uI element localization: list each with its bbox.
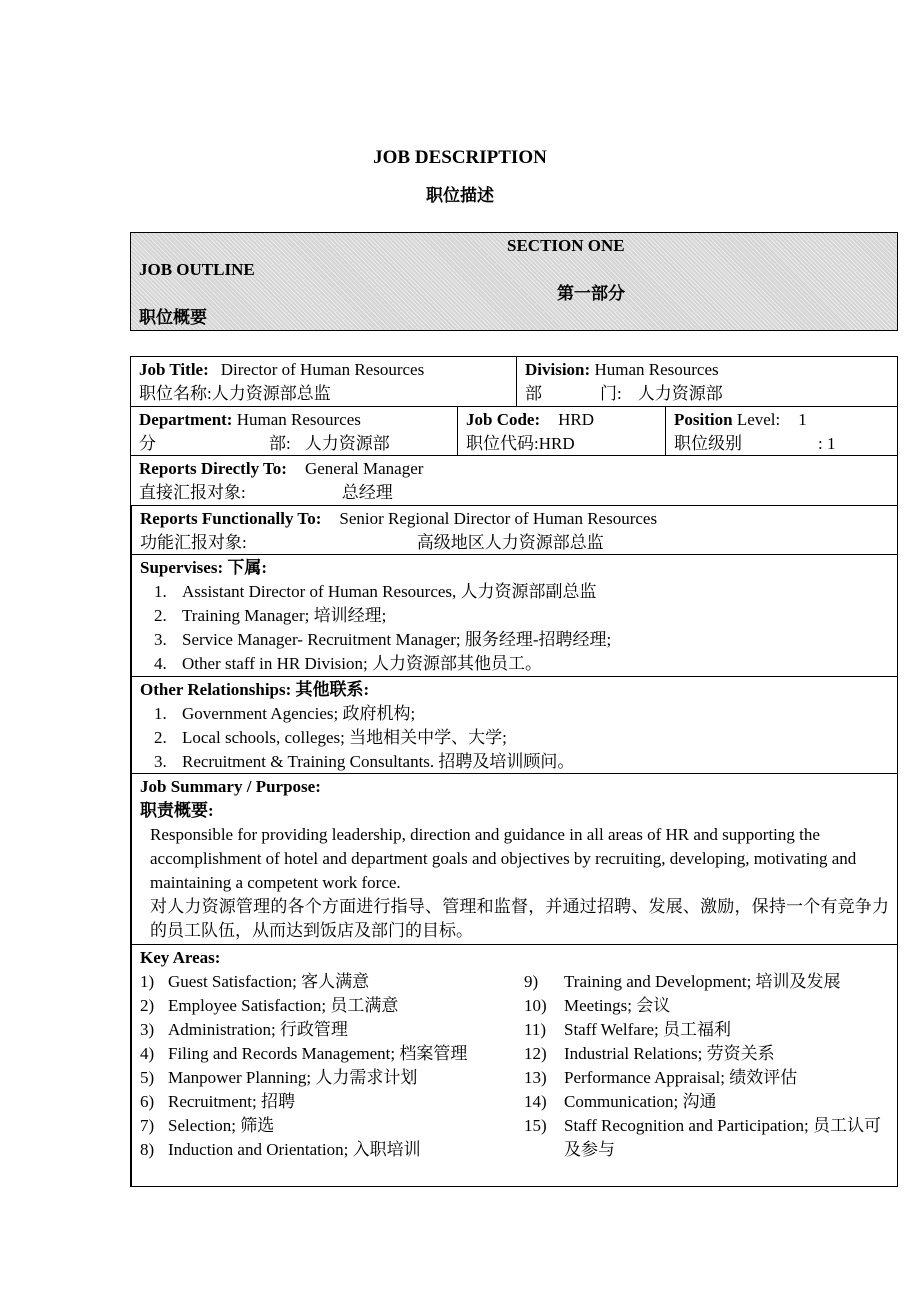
division-cell [516,357,897,406]
supervises-list [140,580,889,676]
key-areas-label: Key Areas: [140,948,221,967]
outline-label-cn: 职位概要 [139,308,207,327]
list-item: 11) Staff Welfare; 员工福利 [524,1020,732,1039]
department-value: Human Resources [236,410,361,429]
outline-label: JOB OUTLINE [139,260,255,279]
key-areas-left [140,970,524,1162]
list-item: 12) Industrial Relations; 劳资关系 [524,1044,775,1063]
job-code-label-cn: 职位代码: [466,434,539,453]
job-summary-row [131,774,897,945]
position-level-label2: Level: [736,410,781,429]
other-relationships-label: Other Relationships: 其他联系: [140,680,370,699]
list-item: 6) Recruitment; 招聘 [140,1092,296,1111]
department-cell [131,407,457,455]
key-areas-right [524,970,889,1162]
document-subtitle: 职位描述 [426,186,494,205]
section-one-banner [130,232,898,331]
job-title-label-cn: 职位名称: [139,384,212,403]
job-title-label: Job Title: [139,360,209,379]
reports-functionally-label: Reports Functionally To: [140,509,322,528]
other-relationships-row [131,677,897,774]
reports-functionally-value-cn: 高级地区人力资源部总监 [416,533,604,552]
job-title-cell [131,357,516,406]
document-title: JOB DESCRIPTION [373,147,547,168]
division-value: Human Resources [594,360,719,379]
position-level-label: Position [674,410,733,429]
reports-functionally-row [131,506,897,555]
reports-directly-value: General Manager [304,459,424,478]
job-code-cell [457,407,665,455]
department-label-cn-b: 部: [269,434,291,453]
list-item: 4) Filing and Records Management; 档案管理 [140,1044,468,1063]
job-summary-label-cn: 职责概要: [140,801,214,820]
job-code-label: Job Code: [466,410,541,429]
list-item: 2. Local schools, colleges; 当地相关中学、大学; [154,728,507,747]
key-areas-grid [140,970,889,1162]
list-item: 13) Performance Appraisal; 绩效评估 [524,1068,798,1087]
division-label-cn-a: 部 [525,384,542,403]
department-label: Department: [139,410,233,429]
reports-directly-row [131,456,897,506]
department-label-cn-a: 分 [139,434,156,453]
position-level-value-cn: : 1 [818,434,836,453]
job-outline-table [130,356,898,1187]
division-label-cn-b: 门: [600,384,622,403]
reports-functionally-value: Senior Regional Director of Human Resources [339,509,658,528]
job-code-value-cn: HRD [538,434,575,453]
supervises-label: Supervises: 下属: [140,558,268,577]
department-value-cn: 人力资源部 [304,434,390,453]
other-relationships-list [140,702,889,774]
job-summary-text-en: Responsible for providing leadership, direction and guidance in all areas of HR and supporting the accomplishment of hotel and department goals and objectives by recruiting, developing, motivating and maintaining a competent work force. [150,825,857,892]
position-level-label-cn: 职位级别 [674,434,742,453]
list-item: 1. Assistant Director of Human Resources, 人力资源部副总监 [154,582,597,601]
list-item: 15) Staff Recognition and Participation; 员工认可及参与 [524,1116,881,1159]
list-item: 14) Communication; 沟通 [524,1092,717,1111]
job-title-value-cn: 人力资源部总监 [211,384,331,403]
list-item: 8) Induction and Orientation; 入职培训 [140,1140,421,1159]
division-value-cn: 人力资源部 [637,384,723,403]
list-item: 10) Meetings; 会议 [524,996,671,1015]
reports-directly-label-cn: 直接汇报对象: [139,483,246,502]
job-title-row [131,357,897,407]
job-code-value: HRD [558,410,595,429]
list-item: 7) Selection; 筛选 [140,1116,275,1135]
list-item: 3. Recruitment & Training Consultants. 招聘及培训顾问。 [154,752,575,771]
reports-directly-label: Reports Directly To: [139,459,287,478]
reports-functionally-label-cn: 功能汇报对象: [140,533,247,552]
key-areas-row [131,945,897,1187]
department-row [131,407,897,456]
job-summary-text-cn: 对人力资源管理的各个方面进行指导、管理和监督，并通过招聘、发展、激励，保持一个有竞争力的员工队伍，从而达到饭店及部门的目标。 [150,897,889,940]
list-item: 3) Administration; 行政管理 [140,1020,348,1039]
job-title-value: Director of Human Resources [220,360,425,379]
list-item: 1. Government Agencies; 政府机构; [154,704,416,723]
position-level-value: 1 [798,410,807,429]
job-summary-label: Job Summary / Purpose: [140,777,321,796]
supervises-row [131,555,897,677]
list-item: 9) Training and Development; 培训及发展 [524,972,841,991]
list-item: 2) Employee Satisfaction; 员工满意 [140,996,399,1015]
list-item: 5) Manpower Planning; 人力需求计划 [140,1068,418,1087]
list-item: 2. Training Manager; 培训经理; [154,606,387,625]
section-label: SECTION ONE [507,236,625,255]
reports-directly-value-cn: 总经理 [341,483,393,502]
list-item: 4. Other staff in HR Division; 人力资源部其他员工。 [154,654,542,673]
list-item: 3. Service Manager- Recruitment Manager; 服务经理-招聘经理; [154,630,612,649]
division-label: Division: [525,360,591,379]
position-level-cell [665,407,897,455]
list-item: 1) Guest Satisfaction; 客人满意 [140,972,370,991]
section-label-cn: 第一部分 [557,284,625,303]
